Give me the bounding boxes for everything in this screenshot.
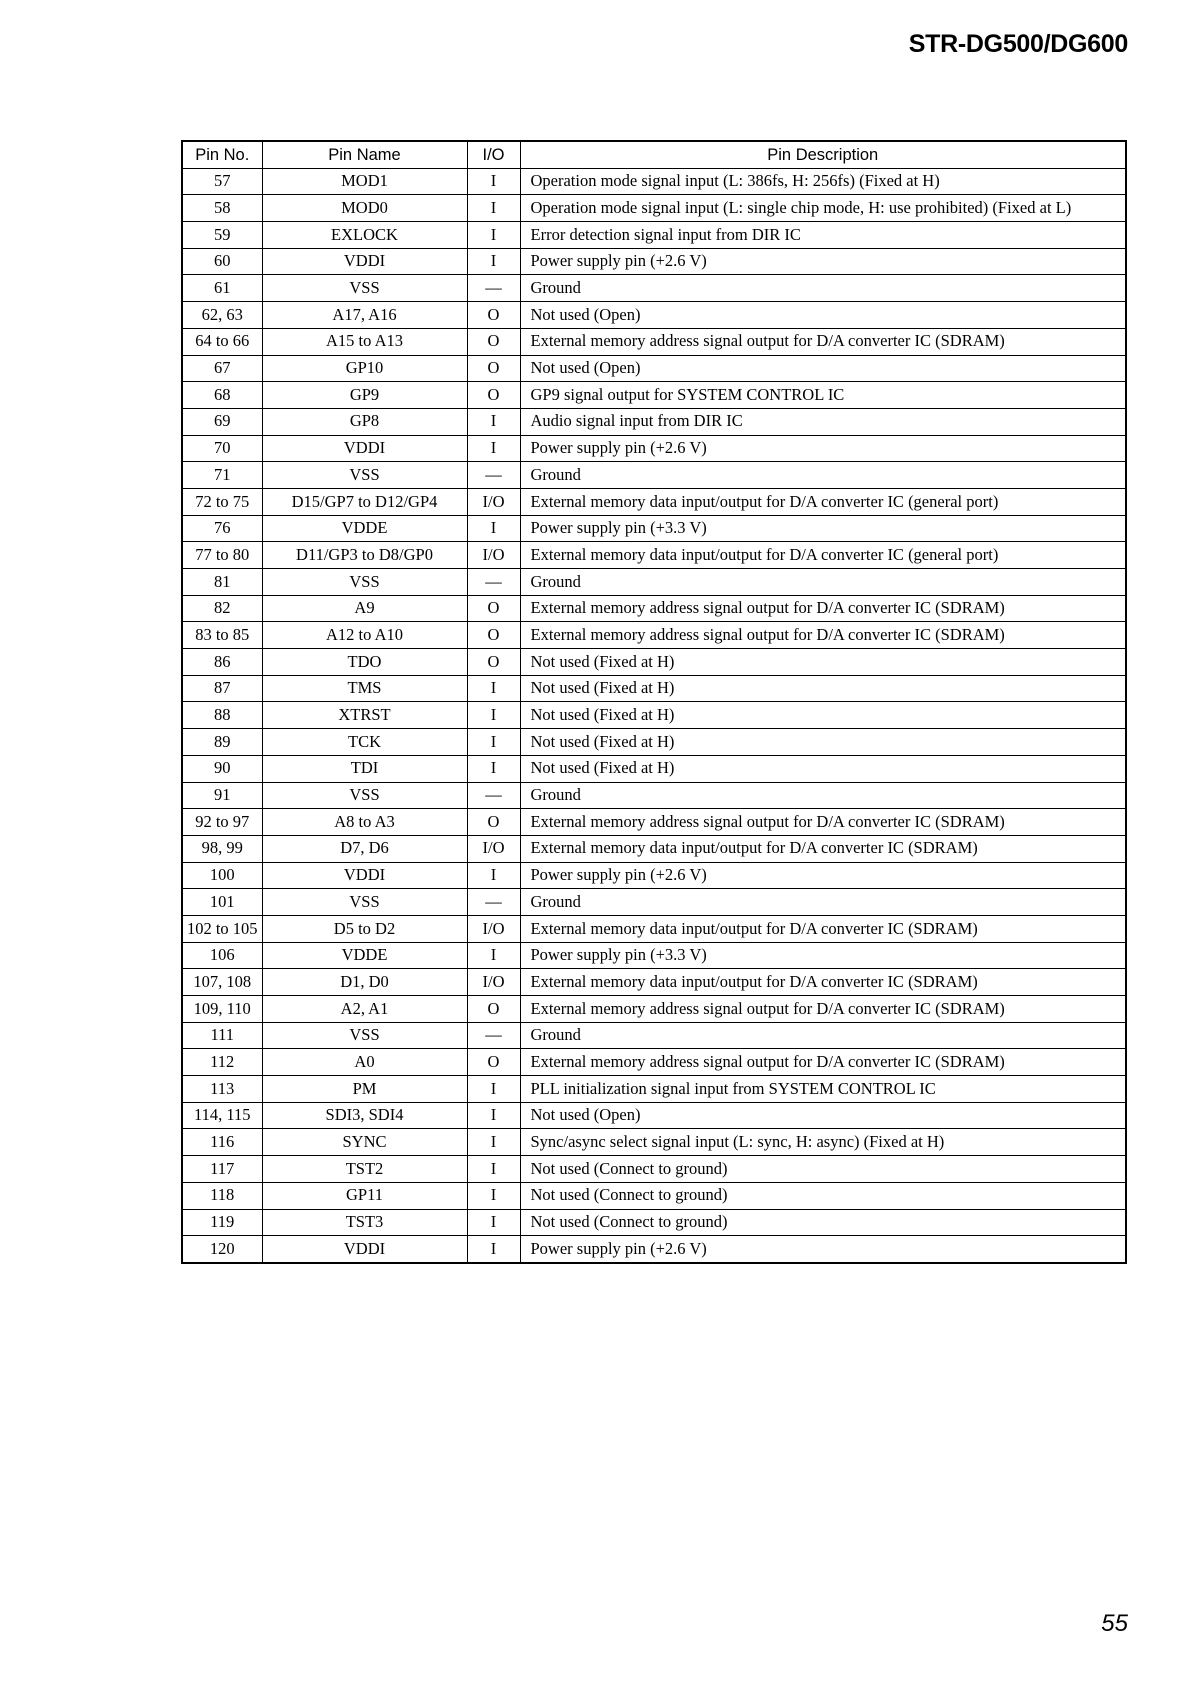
io-cell: O <box>467 996 520 1023</box>
pin-description-cell: Ground <box>520 569 1126 596</box>
table-row <box>182 569 1126 596</box>
pin-description-cell: Not used (Connect to ground) <box>520 1182 1126 1209</box>
pin-description-cell: Not used (Open) <box>520 302 1126 329</box>
pin-number-cell: 92 to 97 <box>182 809 262 836</box>
pin-number-cell: 119 <box>182 1209 262 1236</box>
pin-name-cell: MOD1 <box>262 168 467 195</box>
document-model-title: STR-DG500/DG600 <box>908 30 1128 58</box>
column-header-pin-name: Pin Name <box>262 141 467 168</box>
pin-number-cell: 107, 108 <box>182 969 262 996</box>
pin-number-cell: 114, 115 <box>182 1102 262 1129</box>
pin-name-cell: VDDE <box>262 515 467 542</box>
pin-name-cell: VSS <box>262 462 467 489</box>
pin-name-cell: TST3 <box>262 1209 467 1236</box>
column-header-io: I/O <box>467 141 520 168</box>
io-cell: O <box>467 595 520 622</box>
pin-description-cell: External memory data input/output for D/A converter IC (SDRAM) <box>520 915 1126 942</box>
pin-name-cell: A15 to A13 <box>262 328 467 355</box>
pin-description-cell: Not used (Fixed at H) <box>520 729 1126 756</box>
table-row <box>182 729 1126 756</box>
pin-number-cell: 61 <box>182 275 262 302</box>
io-cell: I/O <box>467 542 520 569</box>
pin-description-cell: Error detection signal input from DIR IC <box>520 222 1126 249</box>
table-row <box>182 942 1126 969</box>
pin-description-cell: External memory data input/output for D/A converter IC (SDRAM) <box>520 835 1126 862</box>
io-cell: I <box>467 168 520 195</box>
pin-name-cell: VSS <box>262 889 467 916</box>
io-cell: O <box>467 302 520 329</box>
table-row <box>182 355 1126 382</box>
pin-number-cell: 89 <box>182 729 262 756</box>
io-cell: I <box>467 195 520 222</box>
pin-description-cell: Not used (Fixed at H) <box>520 649 1126 676</box>
table-row <box>182 675 1126 702</box>
table-row <box>182 462 1126 489</box>
table-row <box>182 782 1126 809</box>
pin-name-cell: A9 <box>262 595 467 622</box>
pin-name-cell: VSS <box>262 569 467 596</box>
io-cell: — <box>467 275 520 302</box>
pin-name-cell: D11/GP3 to D8/GP0 <box>262 542 467 569</box>
pin-name-cell: TDO <box>262 649 467 676</box>
io-cell: O <box>467 622 520 649</box>
pin-name-cell: PM <box>262 1076 467 1103</box>
pin-number-cell: 112 <box>182 1049 262 1076</box>
io-cell: — <box>467 889 520 916</box>
pin-number-cell: 58 <box>182 195 262 222</box>
table-row <box>182 1236 1126 1263</box>
table-row <box>182 382 1126 409</box>
pin-name-cell: D7, D6 <box>262 835 467 862</box>
io-cell: O <box>467 809 520 836</box>
pin-name-cell: VDDI <box>262 248 467 275</box>
pin-description-cell: Not used (Fixed at H) <box>520 675 1126 702</box>
pin-name-cell: EXLOCK <box>262 222 467 249</box>
pin-name-cell: VDDE <box>262 942 467 969</box>
pin-name-cell: A0 <box>262 1049 467 1076</box>
table-row <box>182 702 1126 729</box>
pin-description-cell: Ground <box>520 782 1126 809</box>
column-header-pin-no: Pin No. <box>182 141 262 168</box>
table-row <box>182 248 1126 275</box>
table-body <box>182 168 1126 1263</box>
table-row <box>182 328 1126 355</box>
table-row <box>182 595 1126 622</box>
io-cell: I <box>467 1182 520 1209</box>
table-row <box>182 435 1126 462</box>
pin-name-cell: A2, A1 <box>262 996 467 1023</box>
pin-number-cell: 86 <box>182 649 262 676</box>
table-row <box>182 862 1126 889</box>
pin-name-cell: VDDI <box>262 1236 467 1263</box>
pin-number-cell: 91 <box>182 782 262 809</box>
pin-description-cell: Not used (Connect to ground) <box>520 1156 1126 1183</box>
pin-description-cell: External memory address signal output for D/A converter IC (SDRAM) <box>520 595 1126 622</box>
io-cell: I <box>467 702 520 729</box>
pin-description-cell: Power supply pin (+2.6 V) <box>520 248 1126 275</box>
table-row <box>182 835 1126 862</box>
table-row <box>182 915 1126 942</box>
table-row <box>182 488 1126 515</box>
table-row <box>182 755 1126 782</box>
table-row <box>182 1156 1126 1183</box>
pin-name-cell: TST2 <box>262 1156 467 1183</box>
pin-name-cell: VSS <box>262 782 467 809</box>
pin-description-cell: Power supply pin (+2.6 V) <box>520 862 1126 889</box>
pin-number-cell: 62, 63 <box>182 302 262 329</box>
pin-number-cell: 59 <box>182 222 262 249</box>
io-cell: I <box>467 1156 520 1183</box>
pin-number-cell: 83 to 85 <box>182 622 262 649</box>
pin-description-cell: External memory address signal output for D/A converter IC (SDRAM) <box>520 622 1126 649</box>
table-row <box>182 515 1126 542</box>
pin-number-cell: 57 <box>182 168 262 195</box>
io-cell: I <box>467 408 520 435</box>
pin-name-cell: TMS <box>262 675 467 702</box>
io-cell: I <box>467 675 520 702</box>
pin-name-cell: GP8 <box>262 408 467 435</box>
table-row <box>182 1102 1126 1129</box>
io-cell: I <box>467 1209 520 1236</box>
pin-name-cell: VSS <box>262 275 467 302</box>
pin-number-cell: 117 <box>182 1156 262 1183</box>
pin-number-cell: 88 <box>182 702 262 729</box>
pin-description-cell: PLL initialization signal input from SYSTEM CONTROL IC <box>520 1076 1126 1103</box>
io-cell: O <box>467 382 520 409</box>
table-row <box>182 222 1126 249</box>
pin-description-cell: Not used (Fixed at H) <box>520 702 1126 729</box>
pin-number-cell: 82 <box>182 595 262 622</box>
pin-number-cell: 70 <box>182 435 262 462</box>
pin-description-cell: External memory address signal output for D/A converter IC (SDRAM) <box>520 809 1126 836</box>
pin-description-cell: External memory address signal output for D/A converter IC (SDRAM) <box>520 328 1126 355</box>
pin-name-cell: VSS <box>262 1022 467 1049</box>
pin-number-cell: 120 <box>182 1236 262 1263</box>
pin-description-cell: Power supply pin (+2.6 V) <box>520 435 1126 462</box>
io-cell: I <box>467 1129 520 1156</box>
pin-description-cell: GP9 signal output for SYSTEM CONTROL IC <box>520 382 1126 409</box>
table-row <box>182 542 1126 569</box>
pin-description-cell: Power supply pin (+2.6 V) <box>520 1236 1126 1263</box>
pin-description-cell: Not used (Open) <box>520 1102 1126 1129</box>
pin-number-cell: 71 <box>182 462 262 489</box>
table-row <box>182 1182 1126 1209</box>
pin-number-cell: 113 <box>182 1076 262 1103</box>
page-number: 55 <box>1101 1610 1128 1637</box>
pin-name-cell: D15/GP7 to D12/GP4 <box>262 488 467 515</box>
pin-number-cell: 109, 110 <box>182 996 262 1023</box>
table-row <box>182 649 1126 676</box>
io-cell: I <box>467 1102 520 1129</box>
io-cell: O <box>467 649 520 676</box>
io-cell: I <box>467 1236 520 1263</box>
io-cell: — <box>467 569 520 596</box>
io-cell: I/O <box>467 488 520 515</box>
io-cell: I <box>467 248 520 275</box>
pin-description-cell: Power supply pin (+3.3 V) <box>520 942 1126 969</box>
pin-description-cell: Not used (Connect to ground) <box>520 1209 1126 1236</box>
pin-number-cell: 98, 99 <box>182 835 262 862</box>
table-row <box>182 809 1126 836</box>
io-cell: I <box>467 515 520 542</box>
table-row <box>182 302 1126 329</box>
pin-number-cell: 116 <box>182 1129 262 1156</box>
io-cell: O <box>467 328 520 355</box>
io-cell: I/O <box>467 835 520 862</box>
pin-description-cell: External memory address signal output for D/A converter IC (SDRAM) <box>520 996 1126 1023</box>
io-cell: O <box>467 1049 520 1076</box>
pin-number-cell: 77 to 80 <box>182 542 262 569</box>
io-cell: I/O <box>467 915 520 942</box>
io-cell: — <box>467 782 520 809</box>
pin-description-cell: Sync/async select signal input (L: sync, H: async) (Fixed at H) <box>520 1129 1126 1156</box>
pin-name-cell: SYNC <box>262 1129 467 1156</box>
pin-number-cell: 100 <box>182 862 262 889</box>
pin-name-cell: A17, A16 <box>262 302 467 329</box>
io-cell: I <box>467 755 520 782</box>
pin-number-cell: 111 <box>182 1022 262 1049</box>
io-cell: I <box>467 1076 520 1103</box>
table-row <box>182 969 1126 996</box>
table-row <box>182 996 1126 1023</box>
pin-name-cell: D5 to D2 <box>262 915 467 942</box>
io-cell: — <box>467 462 520 489</box>
pin-description-cell: Ground <box>520 275 1126 302</box>
pin-description-cell: External memory address signal output for D/A converter IC (SDRAM) <box>520 1049 1126 1076</box>
table-header-row <box>182 141 1126 168</box>
pin-number-cell: 60 <box>182 248 262 275</box>
pin-description-cell: External memory data input/output for D/A converter IC (general port) <box>520 542 1126 569</box>
table-row <box>182 168 1126 195</box>
pin-number-cell: 87 <box>182 675 262 702</box>
io-cell: I <box>467 222 520 249</box>
pin-description-cell: Operation mode signal input (L: 386fs, H: 256fs) (Fixed at H) <box>520 168 1126 195</box>
io-cell: — <box>467 1022 520 1049</box>
io-cell: I/O <box>467 969 520 996</box>
pin-name-cell: A12 to A10 <box>262 622 467 649</box>
pin-number-cell: 102 to 105 <box>182 915 262 942</box>
io-cell: O <box>467 355 520 382</box>
pin-name-cell: XTRST <box>262 702 467 729</box>
pin-number-cell: 101 <box>182 889 262 916</box>
table-row <box>182 1022 1126 1049</box>
table-row <box>182 1076 1126 1103</box>
table-row <box>182 889 1126 916</box>
pin-name-cell: GP11 <box>262 1182 467 1209</box>
column-header-pin-description: Pin Description <box>520 141 1126 168</box>
pin-description-cell: Ground <box>520 1022 1126 1049</box>
pin-name-cell: D1, D0 <box>262 969 467 996</box>
pin-description-table <box>181 140 1127 1264</box>
pin-number-cell: 90 <box>182 755 262 782</box>
io-cell: I <box>467 729 520 756</box>
pin-name-cell: VDDI <box>262 435 467 462</box>
pin-description-cell: Ground <box>520 889 1126 916</box>
pin-number-cell: 76 <box>182 515 262 542</box>
pin-name-cell: GP10 <box>262 355 467 382</box>
table-row <box>182 1209 1126 1236</box>
pin-description-cell: Not used (Open) <box>520 355 1126 382</box>
pin-description-cell: External memory data input/output for D/A converter IC (SDRAM) <box>520 969 1126 996</box>
pin-description-cell: Audio signal input from DIR IC <box>520 408 1126 435</box>
pin-name-cell: SDI3, SDI4 <box>262 1102 467 1129</box>
pin-number-cell: 69 <box>182 408 262 435</box>
table-row <box>182 195 1126 222</box>
pin-name-cell: A8 to A3 <box>262 809 467 836</box>
pin-description-cell: Not used (Fixed at H) <box>520 755 1126 782</box>
pin-number-cell: 118 <box>182 1182 262 1209</box>
pin-number-cell: 64 to 66 <box>182 328 262 355</box>
pin-description-cell: Ground <box>520 462 1126 489</box>
pin-description-cell: Power supply pin (+3.3 V) <box>520 515 1126 542</box>
pin-number-cell: 72 to 75 <box>182 488 262 515</box>
table-row <box>182 622 1126 649</box>
io-cell: I <box>467 942 520 969</box>
pin-number-cell: 81 <box>182 569 262 596</box>
io-cell: I <box>467 862 520 889</box>
io-cell: I <box>467 435 520 462</box>
pin-number-cell: 67 <box>182 355 262 382</box>
pin-name-cell: VDDI <box>262 862 467 889</box>
pin-name-cell: TCK <box>262 729 467 756</box>
pin-number-cell: 68 <box>182 382 262 409</box>
pin-number-cell: 106 <box>182 942 262 969</box>
pin-name-cell: MOD0 <box>262 195 467 222</box>
table-row <box>182 275 1126 302</box>
table-row <box>182 1129 1126 1156</box>
pin-description-cell: Operation mode signal input (L: single chip mode, H: use prohibited) (Fixed at L) <box>520 195 1126 222</box>
pin-name-cell: GP9 <box>262 382 467 409</box>
table-row <box>182 408 1126 435</box>
table-row <box>182 1049 1126 1076</box>
pin-name-cell: TDI <box>262 755 467 782</box>
pin-description-cell: External memory data input/output for D/A converter IC (general port) <box>520 488 1126 515</box>
